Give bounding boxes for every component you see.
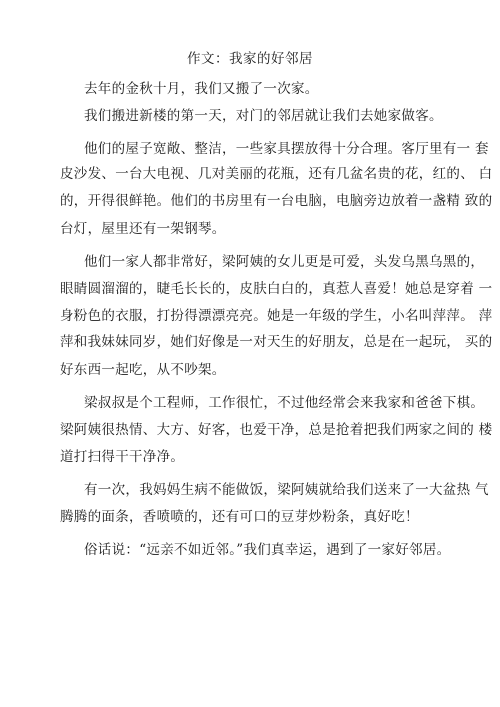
document-title: 作文：我家的好邻居	[187, 51, 313, 67]
paragraph-3-line-2: 皮沙发、一台大电视、几对美丽的花瓶，还有几盆名贵的花，红的、 白	[60, 166, 493, 182]
paragraph-4-line-3: 身粉色的衣服，打扮得漂漂亮亮。她是一年级的学生，小名叫萍萍。 萍	[60, 308, 493, 324]
paragraph-5-line-3: 道打扫得干干净净。	[60, 449, 185, 465]
paragraph-3-line-1: 他们的屋子宽敞、整洁，一些家具摆放得十分合理。客厅里有一 套	[84, 141, 489, 157]
paragraph-7-line-1: 俗话说：“远亲不如近邻。”我们真幸运，遇到了一家好邻居。	[84, 542, 451, 558]
paragraph-4-line-5: 好东西一起吃，从不吵架。	[60, 362, 226, 378]
paragraph-1-line-1: 去年的金秋十月，我们又搬了一次家。	[84, 81, 319, 97]
paragraph-6-line-1: 有一次，我妈妈生病不能做饭，梁阿姨就给我们送来了一大盆热 气	[84, 482, 489, 498]
paragraph-5-line-1: 梁叔叔是个工程师，工作很忙，不过他经常会来我家和爸爸下棋。	[84, 395, 485, 411]
paragraph-3-line-4: 台灯，屋里还有一架钢琴。	[60, 221, 226, 237]
paragraph-3-line-3: 的，开得很鲜艳。他们的书房里有一台电脑，电脑旁边放着一盏精 致的	[60, 193, 493, 209]
paragraph-5-line-2: 梁阿姨很热情、大方、好客，也爱干净，总是抢着把我们两家之间的 楼	[60, 422, 493, 438]
paragraph-4-line-2: 眼睛圆溜溜的，睫毛长长的，皮肤白白的，真惹人喜爱！她总是穿着 一	[60, 281, 493, 297]
paragraph-6-line-2: 腾腾的面条，香喷喷的，还有可口的豆芽炒粉条，真好吃！	[60, 509, 419, 525]
paragraph-2-line-1: 我们搬进新楼的第一天，对门的邻居就让我们去她家做客。	[84, 108, 443, 124]
paragraph-4-line-4: 萍和我妹妹同岁，她们好像是一对天生的好朋友，总是在一起玩， 买的	[60, 334, 493, 350]
paragraph-4-line-1: 他们一家人都非常好，梁阿姨的女儿更是可爱，头发乌黑乌黑的，	[84, 254, 485, 270]
